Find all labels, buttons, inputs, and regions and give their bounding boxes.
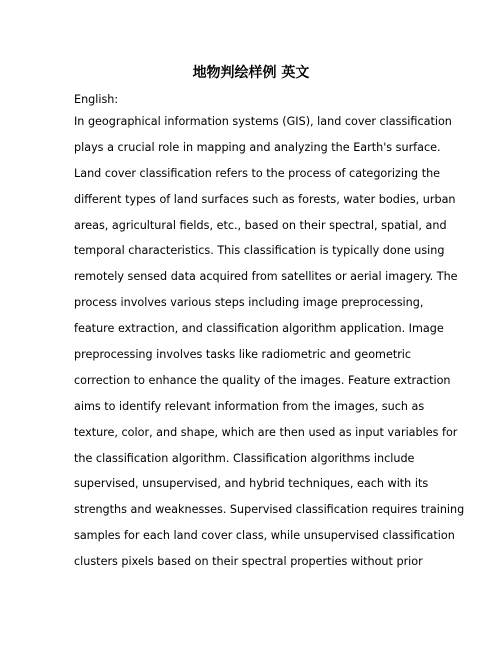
document-title: 地物判绘样例 英文 (192, 65, 310, 81)
body-line: Land cover classification refers to the process of categorizing the (74, 166, 441, 180)
body-line: supervised, unsupervised, and hybrid techniques, each with its (74, 477, 429, 491)
body-line: remotely sensed data acquired from satellites or aerial imagery. The (74, 270, 458, 284)
body-line: different types of land surfaces such as forests, water bodies, urban (74, 192, 456, 206)
body-line: plays a crucial role in mapping and analyzing the Earth's surface. (74, 140, 441, 154)
body-line: texture, color, and shape, which are then used as input variables for (74, 425, 458, 439)
body-line: aims to identify relevant information from the images, such as (74, 399, 425, 413)
body-line: preprocessing involves tasks like radiometric and geometric (74, 348, 412, 362)
body-line: process involves various steps including image preprocessing, (74, 296, 424, 310)
body-line: feature extraction, and classification algorithm application. Image (74, 322, 444, 336)
body-line: the classification algorithm. Classification algorithms include (74, 451, 415, 465)
body-line: strengths and weaknesses. Supervised classification requires training (74, 503, 465, 517)
body-line: correction to enhance the quality of the images. Feature extraction (74, 373, 451, 387)
body-line: temporal characteristics. This classification is typically done using (74, 244, 445, 258)
body-line: samples for each land cover class, while unsupervised classification (74, 529, 455, 543)
body-line: clusters pixels based on their spectral properties without prior (74, 555, 423, 569)
body-line: In geographical information systems (GIS), land cover classification (74, 115, 452, 128)
body-text (74, 112, 465, 578)
body-line: areas, agricultural fields, etc., based on their spectral, spatial, and (74, 218, 447, 232)
language-label: English: (74, 93, 119, 106)
